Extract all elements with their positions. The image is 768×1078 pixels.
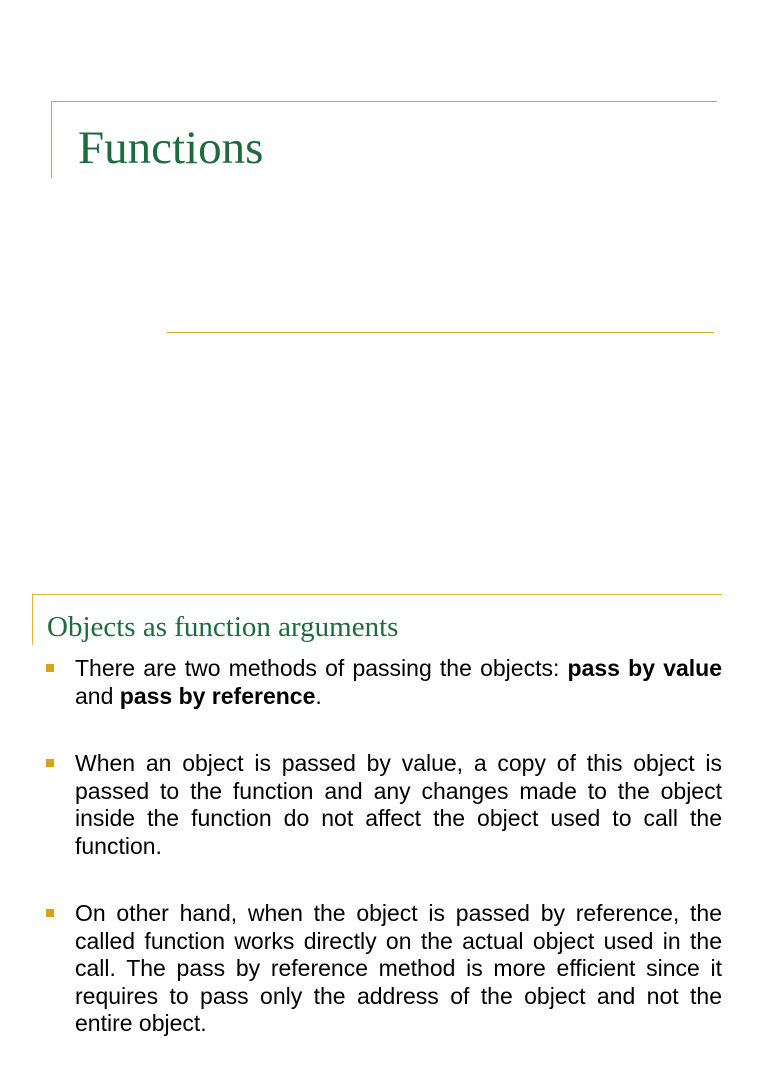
bullet-item: [46, 750, 722, 860]
bold-term: pass by value: [567, 655, 723, 681]
square-bullet-icon: [46, 664, 54, 672]
bullet-text: On other hand, when the object is passed by reference, the called function works directly on the actual object used in the call. The pass by reference method is more efficient since it requires to pass only the address of the object and not the entire object.: [75, 900, 722, 1036]
bullet-text: and: [75, 682, 120, 709]
slide-heading: Objects as function arguments: [47, 611, 399, 643]
title-top-rule: [51, 101, 717, 102]
title-left-rule: [51, 102, 52, 178]
slide-title: Functions: [78, 122, 264, 174]
bold-term: pass by reference: [119, 682, 316, 709]
square-bullet-icon: [46, 759, 54, 767]
bullet-text: There are two methods of passing the objects:: [75, 655, 568, 681]
heading-top-rule: [32, 594, 722, 595]
square-bullet-icon: [46, 909, 54, 917]
heading-left-rule: [32, 595, 33, 645]
bullet-item: [46, 900, 722, 1038]
title-underline-rule: [167, 332, 714, 333]
bullet-text: When an object is passed by value, a copy of this object is passed to the function and any changes made to the object inside the function do not affect the object used to call the function.: [75, 750, 722, 859]
bullet-list: [46, 655, 722, 1078]
bullet-item: [46, 655, 722, 710]
bullet-text: .: [315, 682, 322, 709]
